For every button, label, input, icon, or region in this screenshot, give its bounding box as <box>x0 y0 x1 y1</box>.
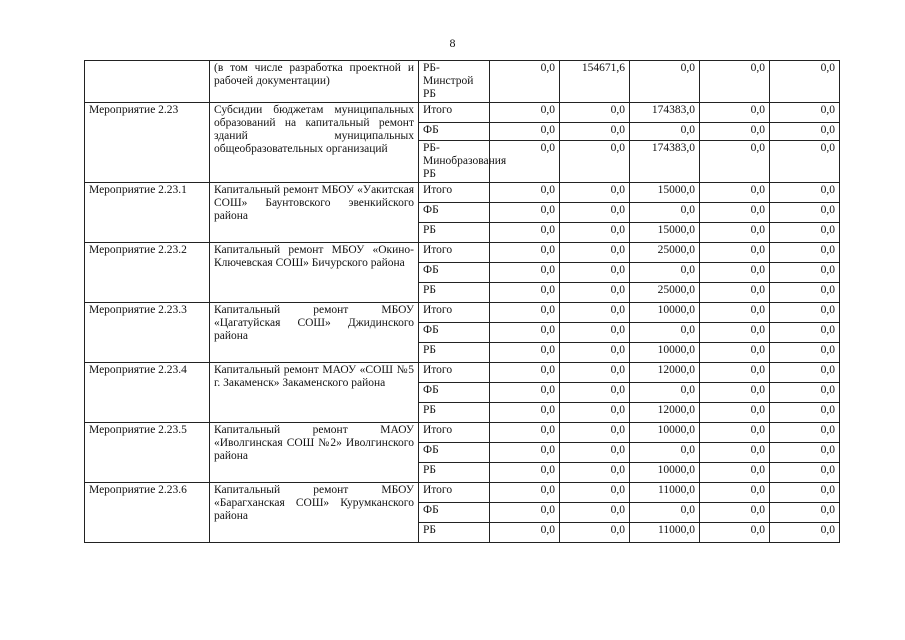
measure-name: Мероприятие 2.23.4 <box>85 363 210 423</box>
value-cell: 0,0 <box>560 363 630 383</box>
value-cell: 0,0 <box>700 123 770 141</box>
value-cell: 0,0 <box>630 61 700 103</box>
value-cell: 0,0 <box>770 403 840 423</box>
value-cell: 0,0 <box>560 523 630 543</box>
value-cell: 0,0 <box>700 203 770 223</box>
value-cell: 11000,0 <box>630 523 700 543</box>
value-cell: 0,0 <box>490 423 560 443</box>
value-cell: 0,0 <box>770 183 840 203</box>
value-cell: 0,0 <box>770 103 840 123</box>
value-cell: 0,0 <box>770 503 840 523</box>
value-cell: 0,0 <box>560 103 630 123</box>
value-cell: 0,0 <box>700 483 770 503</box>
value-cell: 0,0 <box>560 343 630 363</box>
value-cell: 0,0 <box>700 343 770 363</box>
value-cell: 0,0 <box>770 303 840 323</box>
value-cell: 0,0 <box>560 403 630 423</box>
value-cell: 0,0 <box>490 443 560 463</box>
value-cell: 0,0 <box>770 243 840 263</box>
table-row <box>85 423 840 443</box>
value-cell: 154671,6 <box>560 61 630 103</box>
value-cell: 0,0 <box>770 323 840 343</box>
funding-source: Итого <box>419 423 490 443</box>
value-cell: 0,0 <box>700 363 770 383</box>
measure-name: Мероприятие 2.23.3 <box>85 303 210 363</box>
value-cell: 0,0 <box>560 383 630 403</box>
value-cell: 0,0 <box>560 463 630 483</box>
value-cell: 15000,0 <box>630 223 700 243</box>
value-cell: 0,0 <box>630 203 700 223</box>
value-cell: 25000,0 <box>630 243 700 263</box>
value-cell: 0,0 <box>700 423 770 443</box>
value-cell: 0,0 <box>490 203 560 223</box>
value-cell: 0,0 <box>490 103 560 123</box>
measure-name: Мероприятие 2.23.5 <box>85 423 210 483</box>
value-cell: 0,0 <box>700 103 770 123</box>
value-cell: 0,0 <box>490 363 560 383</box>
value-cell: 0,0 <box>490 403 560 423</box>
value-cell: 0,0 <box>770 483 840 503</box>
value-cell: 0,0 <box>490 283 560 303</box>
funding-source: РБ <box>419 523 490 543</box>
value-cell: 0,0 <box>490 263 560 283</box>
measure-name: Мероприятие 2.23.6 <box>85 483 210 543</box>
funding-source: ФБ <box>419 123 490 141</box>
funding-source: РБ-Минобразования РБ <box>419 141 490 183</box>
value-cell: 0,0 <box>630 323 700 343</box>
funding-source: РБ <box>419 283 490 303</box>
value-cell: 0,0 <box>700 183 770 203</box>
table-row <box>85 61 840 103</box>
value-cell: 10000,0 <box>630 463 700 483</box>
value-cell: 0,0 <box>700 403 770 423</box>
value-cell: 0,0 <box>490 61 560 103</box>
value-cell: 0,0 <box>770 363 840 383</box>
table-row <box>85 243 840 263</box>
value-cell: 174383,0 <box>630 141 700 183</box>
measure-name: Мероприятие 2.23.2 <box>85 243 210 303</box>
value-cell: 0,0 <box>490 523 560 543</box>
value-cell: 0,0 <box>770 61 840 103</box>
value-cell: 0,0 <box>700 523 770 543</box>
value-cell: 0,0 <box>700 223 770 243</box>
value-cell: 0,0 <box>560 223 630 243</box>
value-cell: 0,0 <box>700 463 770 483</box>
value-cell: 0,0 <box>560 141 630 183</box>
value-cell: 10000,0 <box>630 343 700 363</box>
value-cell: 0,0 <box>630 503 700 523</box>
value-cell: 0,0 <box>700 503 770 523</box>
value-cell: 0,0 <box>770 343 840 363</box>
value-cell: 0,0 <box>700 383 770 403</box>
funding-source: ФБ <box>419 203 490 223</box>
value-cell: 0,0 <box>630 263 700 283</box>
measure-name: Мероприятие 2.23.1 <box>85 183 210 243</box>
value-cell: 10000,0 <box>630 423 700 443</box>
funding-source: Итого <box>419 183 490 203</box>
value-cell: 0,0 <box>560 443 630 463</box>
value-cell: 0,0 <box>560 263 630 283</box>
value-cell: 0,0 <box>560 123 630 141</box>
funding-source: Итого <box>419 483 490 503</box>
value-cell: 25000,0 <box>630 283 700 303</box>
value-cell: 0,0 <box>770 443 840 463</box>
value-cell: 0,0 <box>560 243 630 263</box>
funding-source: Итого <box>419 363 490 383</box>
measure-description: Капитальный ремонт МБОУ «Цагатуйская СОШ» Джидинского района <box>210 303 419 363</box>
measure-description: (в том числе разработка проектной и рабочей документации) <box>210 61 419 103</box>
value-cell: 0,0 <box>630 383 700 403</box>
table-row <box>85 303 840 323</box>
value-cell: 0,0 <box>560 323 630 343</box>
measure-name: Мероприятие 2.23 <box>85 103 210 183</box>
value-cell: 0,0 <box>490 243 560 263</box>
value-cell: 0,0 <box>700 263 770 283</box>
value-cell: 0,0 <box>560 483 630 503</box>
value-cell: 0,0 <box>770 463 840 483</box>
funding-source: Итого <box>419 243 490 263</box>
value-cell: 0,0 <box>490 223 560 243</box>
value-cell: 0,0 <box>700 141 770 183</box>
measure-description: Капитальный ремонт МБОУ «Барагханская СОШ» Курумканского района <box>210 483 419 543</box>
table-row <box>85 363 840 383</box>
value-cell: 0,0 <box>770 283 840 303</box>
value-cell: 12000,0 <box>630 403 700 423</box>
funding-source: ФБ <box>419 383 490 403</box>
value-cell: 0,0 <box>490 343 560 363</box>
value-cell: 0,0 <box>770 423 840 443</box>
table-row <box>85 483 840 503</box>
funding-source: РБ <box>419 403 490 423</box>
value-cell: 174383,0 <box>630 103 700 123</box>
value-cell: 12000,0 <box>630 363 700 383</box>
value-cell: 0,0 <box>490 383 560 403</box>
funding-source: ФБ <box>419 503 490 523</box>
funding-source: ФБ <box>419 263 490 283</box>
measure-description: Субсидии бюджетам муниципальных образований на капитальный ремонт зданий муниципальных общеобразовательных организаций <box>210 103 419 183</box>
value-cell: 0,0 <box>700 283 770 303</box>
measure-description: Капитальный ремонт МБОУ «Уакитская СОШ» Баунтовского эвенкийского района <box>210 183 419 243</box>
value-cell: 0,0 <box>490 303 560 323</box>
value-cell: 0,0 <box>700 303 770 323</box>
value-cell: 0,0 <box>770 203 840 223</box>
table-row <box>85 103 840 123</box>
funding-source: ФБ <box>419 443 490 463</box>
value-cell: 0,0 <box>770 263 840 283</box>
value-cell: 0,0 <box>770 223 840 243</box>
funding-source: ФБ <box>419 323 490 343</box>
value-cell: 0,0 <box>490 183 560 203</box>
value-cell: 0,0 <box>700 61 770 103</box>
funding-source: Итого <box>419 303 490 323</box>
value-cell: 0,0 <box>630 123 700 141</box>
value-cell: 10000,0 <box>630 303 700 323</box>
funding-source: РБ-Минстрой РБ <box>419 61 490 103</box>
value-cell: 0,0 <box>560 303 630 323</box>
measure-description: Капитальный ремонт МАОУ «Иволгинская СОШ №2» Иволгинского района <box>210 423 419 483</box>
funding-source: РБ <box>419 223 490 243</box>
value-cell: 0,0 <box>490 483 560 503</box>
value-cell: 0,0 <box>630 443 700 463</box>
funding-source: РБ <box>419 343 490 363</box>
measure-name <box>85 61 210 103</box>
value-cell: 0,0 <box>770 123 840 141</box>
value-cell: 0,0 <box>770 141 840 183</box>
value-cell: 0,0 <box>490 123 560 141</box>
value-cell: 0,0 <box>490 141 560 183</box>
measure-description: Капитальный ремонт МБОУ «Окино-Ключевская СОШ» Бичурского района <box>210 243 419 303</box>
funding-source: Итого <box>419 103 490 123</box>
value-cell: 15000,0 <box>630 183 700 203</box>
value-cell: 0,0 <box>770 383 840 403</box>
value-cell: 0,0 <box>560 503 630 523</box>
page-number: 8 <box>449 36 456 50</box>
value-cell: 0,0 <box>700 323 770 343</box>
value-cell: 0,0 <box>560 183 630 203</box>
value-cell: 0,0 <box>560 203 630 223</box>
value-cell: 0,0 <box>490 323 560 343</box>
value-cell: 0,0 <box>490 503 560 523</box>
value-cell: 0,0 <box>560 283 630 303</box>
value-cell: 0,0 <box>700 243 770 263</box>
value-cell: 0,0 <box>770 523 840 543</box>
measure-description: Капитальный ремонт МАОУ «СОШ №5 г. Закаменск» Закаменского района <box>210 363 419 423</box>
value-cell: 0,0 <box>490 463 560 483</box>
value-cell: 11000,0 <box>630 483 700 503</box>
budget-table <box>84 60 840 543</box>
funding-source: РБ <box>419 463 490 483</box>
table-row <box>85 183 840 203</box>
value-cell: 0,0 <box>560 423 630 443</box>
value-cell: 0,0 <box>700 443 770 463</box>
